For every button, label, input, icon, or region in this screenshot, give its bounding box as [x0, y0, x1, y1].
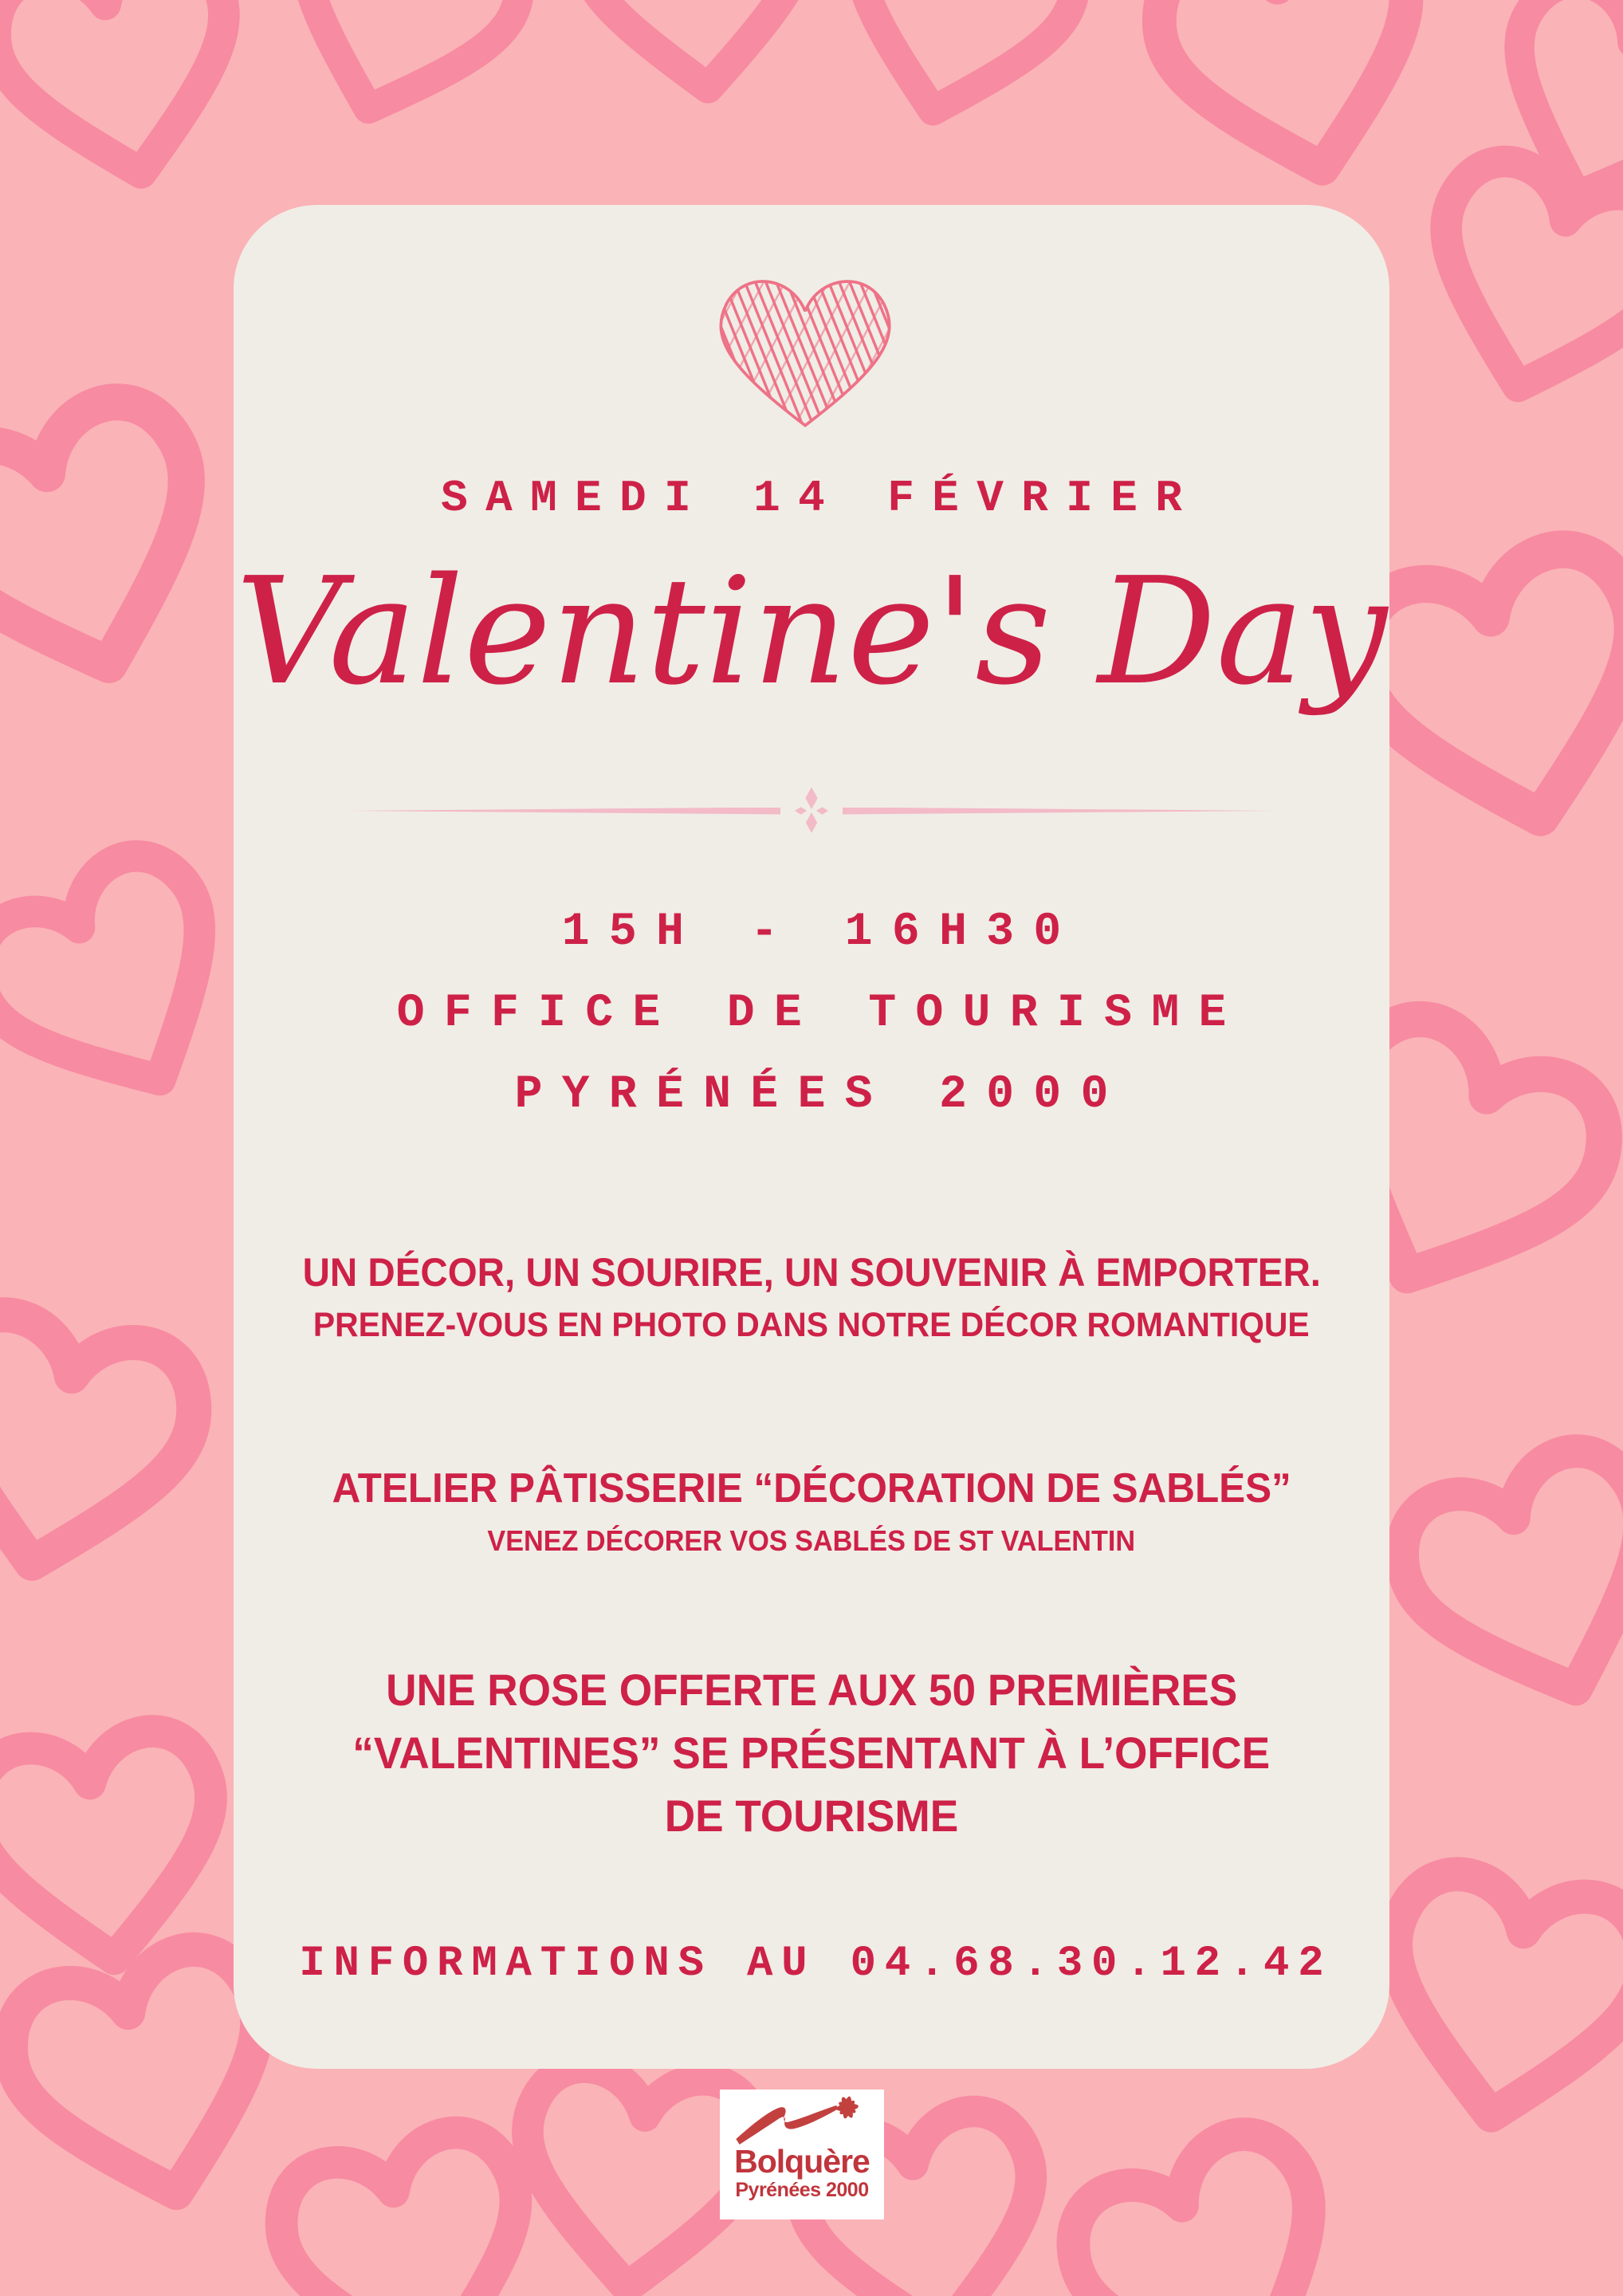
highlight-photo-decor: [234, 1248, 1389, 1347]
highlight-photo-decor-subtitle: PRENEZ-VOUS EN PHOTO DANS NOTRE DÉCOR ROMANTIQUE: [313, 1306, 1310, 1344]
divider-line-left: [346, 808, 780, 815]
event-schedule: [234, 892, 1389, 1136]
ornament-divider: [234, 785, 1389, 836]
highlight-photo-decor-title: UN DÉCOR, UN SOURIRE, UN SOUVENIR À EMPORTER.: [302, 1250, 1321, 1295]
scribble-heart-icon: [700, 261, 911, 430]
highlight-rose-offer: [234, 1658, 1389, 1847]
highlight-atelier-title: ATELIER PÂTISSERIE “DÉCORATION DE SABLÉS”: [332, 1465, 1291, 1512]
highlight-rose-offer-line2: “VALENTINES” SE PRÉSENTANT À L’OFFICE: [352, 1728, 1271, 1778]
highlight-atelier-patisserie: [234, 1463, 1389, 1560]
info-phone-line: INFORMATIONS AU 04.68.30.12.42: [299, 1940, 1333, 1988]
event-time: 15H - 16H30: [561, 906, 1081, 958]
event-card: [234, 205, 1389, 2069]
event-date: SAMEDI 14 FÉVRIER: [441, 473, 1201, 524]
highlight-atelier-subtitle: VENEZ DÉCORER VOS SABLÉS DE ST VALENTIN: [487, 1524, 1136, 1557]
logo-subname: Pyrénées 2000: [735, 2179, 869, 2201]
event-venue-line1: OFFICE DE TOURISME: [396, 988, 1246, 1040]
event-venue-line2: PYRÉNÉES 2000: [514, 1069, 1128, 1121]
highlight-rose-offer-line1: UNE ROSE OFFERTE AUX 50 PREMIÈRES: [385, 1665, 1238, 1715]
event-title: Valentine's Day: [235, 545, 1388, 718]
bolquere-logo: [720, 2090, 884, 2219]
fleuron-icon: [793, 785, 830, 836]
divider-line-right: [843, 808, 1277, 815]
logo-name: Bolquère: [734, 2143, 870, 2180]
mountain-flower-logo-icon: [730, 2095, 874, 2145]
highlight-rose-offer-line3: DE TOURISME: [664, 1791, 959, 1841]
